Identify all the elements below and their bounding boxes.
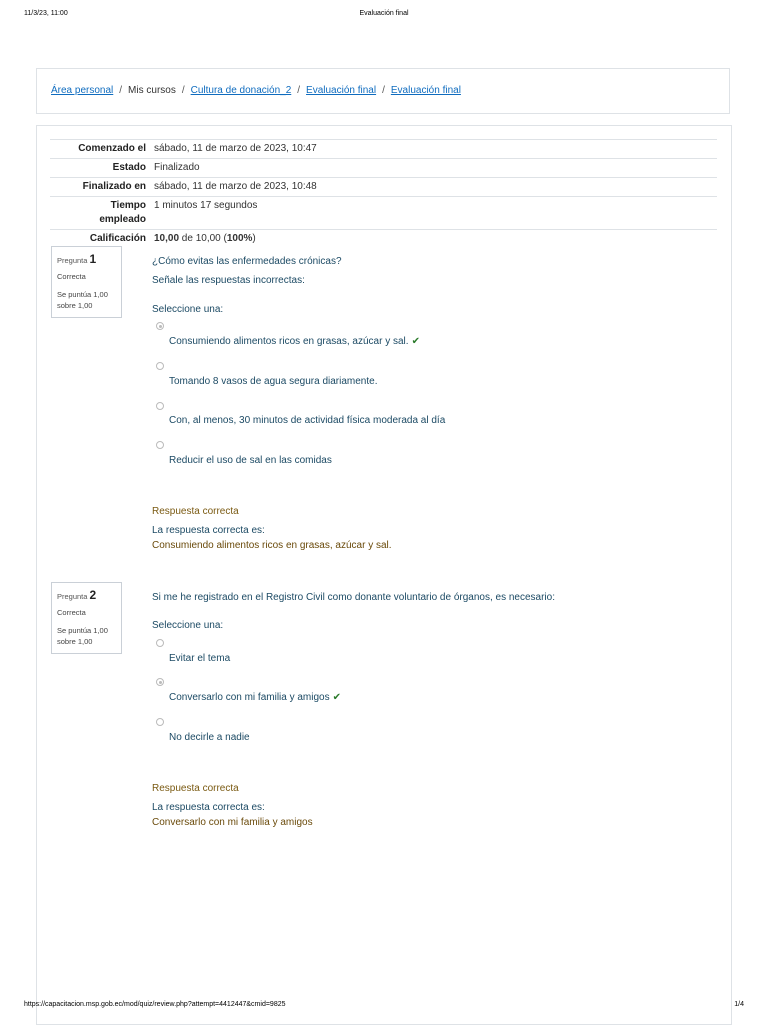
breadcrumb-separator: /: [297, 85, 301, 96]
summary-label: Calificación: [50, 230, 150, 249]
answer-option: Tomando 8 vasos de agua segura diariamente.: [169, 376, 378, 387]
breadcrumb-separator: /: [382, 85, 385, 96]
question-number: Pregunta 1: [57, 252, 97, 266]
print-url: https://capacitacion.msp.gob.ec/mod/quiz/review.php?attempt=4412447&cmid=9825: [24, 1001, 286, 1008]
question-grade: Se puntúa 1,00 sobre 1,00: [57, 290, 108, 310]
question-number: Pregunta 2: [57, 588, 97, 602]
summary-row-time: [50, 197, 717, 230]
right-answer: La respuesta correcta es: Consumiendo alimentos ricos en grasas, azúcar y sal.: [152, 525, 392, 551]
summary-label: Comenzado el: [50, 140, 150, 159]
breadcrumb-course-link[interactable]: Cultura de donación_2: [190, 85, 292, 96]
summary-value: Finalizado: [150, 159, 717, 178]
question-info-box: [51, 582, 122, 654]
summary-label: Estado: [50, 159, 150, 178]
question-grade: Se puntúa 1,00 sobre 1,00: [57, 626, 108, 646]
breadcrumb-home-link[interactable]: Área personal: [51, 85, 114, 96]
answer-radio[interactable]: [156, 402, 164, 410]
question-feedback: Respuesta correcta: [152, 506, 239, 517]
answer-option: Con, al menos, 30 minutos de actividad física moderada al día: [169, 415, 446, 426]
answer-prompt: Seleccione una:: [152, 304, 224, 315]
summary-row-started: [50, 140, 717, 159]
answer-option: Consumiendo alimentos ricos en grasas, azúcar y sal. ✔: [169, 336, 420, 347]
summary-value: sábado, 11 de marzo de 2023, 10:47: [150, 140, 717, 159]
print-page-number: 1/4: [734, 1001, 744, 1008]
print-timestamp: 11/3/23, 11:00: [24, 10, 68, 17]
answer-radio[interactable]: [156, 678, 164, 686]
breadcrumb-section-link[interactable]: Evaluación final: [306, 85, 377, 96]
summary-label: Tiempo empleado: [50, 197, 150, 230]
question-status: Correcta: [57, 272, 86, 281]
answer-radio[interactable]: [156, 441, 164, 449]
breadcrumb-quiz-link[interactable]: Evaluación final: [390, 85, 461, 96]
right-answer: La respuesta correcta es: Conversarlo con mi familia y amigos: [152, 802, 313, 828]
summary-label: Finalizado en: [50, 178, 150, 197]
breadcrumb-my-courses: Mis cursos: [128, 85, 176, 96]
answer-radio[interactable]: [156, 718, 164, 726]
print-title: Evaluación final: [359, 10, 409, 17]
answer-radio[interactable]: [156, 322, 164, 330]
summary-row-grade: [50, 230, 717, 249]
summary-value: sábado, 11 de marzo de 2023, 10:48: [150, 178, 717, 197]
answer-option: Conversarlo con mi familia y amigos ✔: [169, 692, 342, 703]
answer-option: No decirle a nadie: [169, 732, 250, 743]
main-content: [36, 125, 732, 1025]
answer-radio[interactable]: [156, 362, 164, 370]
breadcrumb: [36, 68, 730, 114]
question-instruction: Señale las respuestas incorrectas:: [152, 275, 305, 286]
breadcrumb-separator: /: [119, 85, 123, 96]
check-icon: ✔: [411, 336, 420, 347]
breadcrumb-separator: /: [181, 85, 185, 96]
attempt-summary-table: [50, 139, 717, 248]
answer-prompt: Seleccione una:: [152, 620, 224, 631]
question-text: Si me he registrado en el Registro Civil como donante voluntario de órganos, es necesario:: [152, 592, 555, 603]
summary-row-state: [50, 159, 717, 178]
summary-value: 1 minutos 17 segundos: [150, 197, 717, 230]
question-feedback: Respuesta correcta: [152, 783, 239, 794]
question-status: Correcta: [57, 608, 86, 617]
summary-row-finished: [50, 178, 717, 197]
summary-value: 10,00 de 10,00 (100%): [150, 230, 717, 249]
question-text: ¿Cómo evitas las enfermedades crónicas?: [152, 256, 342, 267]
answer-option: Evitar el tema: [169, 653, 231, 664]
answer-radio[interactable]: [156, 639, 164, 647]
check-icon: ✔: [332, 692, 342, 703]
answer-option: Reducir el uso de sal en las comidas: [169, 455, 332, 466]
question-info-box: [51, 246, 122, 318]
